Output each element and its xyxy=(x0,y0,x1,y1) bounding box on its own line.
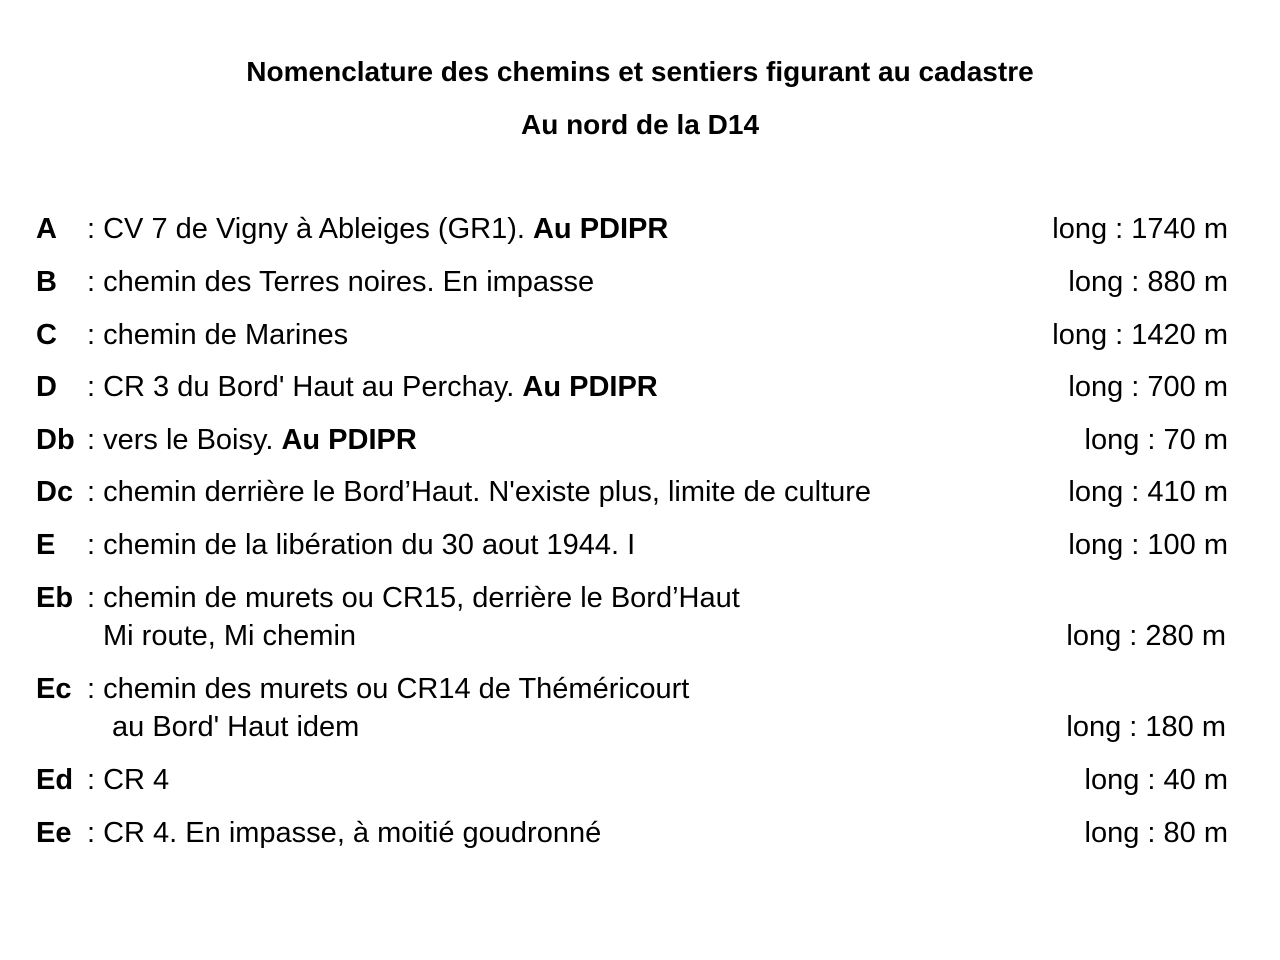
entry-description: : CR 4. En impasse, à moitié goudronné xyxy=(87,817,602,849)
entry-dc xyxy=(36,473,1232,511)
entry-length: long : 100 m xyxy=(1068,529,1228,561)
entry-b xyxy=(36,263,1232,301)
entry-e xyxy=(36,526,1232,564)
pdipr-badge: Au PDIPR xyxy=(532,213,669,245)
entry-length: long : 1740 m xyxy=(1052,213,1228,245)
entry-description: : CR 4 xyxy=(87,764,170,796)
entry-description: : chemin des murets ou CR14 de Théméricourt xyxy=(87,673,690,705)
entry-description-continuation: Mi route, Mi chemin xyxy=(103,620,357,652)
document-subtitle: Au nord de la D14 xyxy=(520,109,760,140)
entry-length: long : 410 m xyxy=(1068,476,1228,508)
entry-description: : chemin derrière le Bord’Haut. N'existe plus, limite de culture xyxy=(87,476,872,508)
entry-length: long : 700 m xyxy=(1068,371,1228,403)
entry-db xyxy=(36,421,1232,459)
entry-code: Ed xyxy=(36,764,74,796)
entry-length: long : 40 m xyxy=(1084,764,1228,796)
entry-description: : chemin de la libération du 30 aout 1944. I xyxy=(87,529,636,561)
document-title: Nomenclature des chemins et sentiers figurant au cadastre xyxy=(246,56,1034,87)
entry-description: : CR 3 du Bord' Haut au Perchay. Au PDIPR xyxy=(87,371,658,403)
entry-code: B xyxy=(36,266,57,298)
entry-length: long : 280 m xyxy=(1066,620,1226,652)
entry-code: Dc xyxy=(36,476,74,508)
entry-code: A xyxy=(36,213,57,245)
entry-length: long : 70 m xyxy=(1084,424,1228,456)
entry-code: D xyxy=(36,371,57,403)
entry-description-continuation: au Bord' Haut idem xyxy=(112,711,360,743)
entry-code: Db xyxy=(36,424,75,456)
entry-length: long : 1420 m xyxy=(1052,319,1228,351)
entry-length: long : 180 m xyxy=(1066,711,1226,743)
entry-code: Ee xyxy=(36,817,72,849)
entry-description: : chemin de murets ou CR15, derrière le Bord’Haut xyxy=(87,582,740,614)
entry-description: : vers le Boisy. Au PDIPR xyxy=(87,424,417,456)
entry-eb xyxy=(36,579,1232,655)
pdipr-badge: Au PDIPR xyxy=(281,424,417,456)
entry-length: long : 880 m xyxy=(1068,266,1228,298)
entry-description: : CV 7 de Vigny à Ableiges (GR1). Au PDIPR xyxy=(87,213,669,245)
entry-code: Eb xyxy=(36,582,74,614)
entry-code: E xyxy=(36,529,56,561)
entry-ec xyxy=(36,670,1232,746)
entry-code: C xyxy=(36,319,57,351)
entry-description: : chemin de Marines xyxy=(87,319,349,351)
entry-code: Ec xyxy=(36,673,72,705)
entry-length: long : 80 m xyxy=(1084,817,1228,849)
entry-ee xyxy=(36,814,1232,852)
entry-c xyxy=(36,316,1232,354)
entry-description: : chemin des Terres noires. En impasse xyxy=(87,266,595,298)
entry-ed xyxy=(36,761,1232,799)
pdipr-badge: Au PDIPR xyxy=(522,371,658,403)
entry-a xyxy=(36,210,1232,248)
entry-d xyxy=(36,368,1232,406)
